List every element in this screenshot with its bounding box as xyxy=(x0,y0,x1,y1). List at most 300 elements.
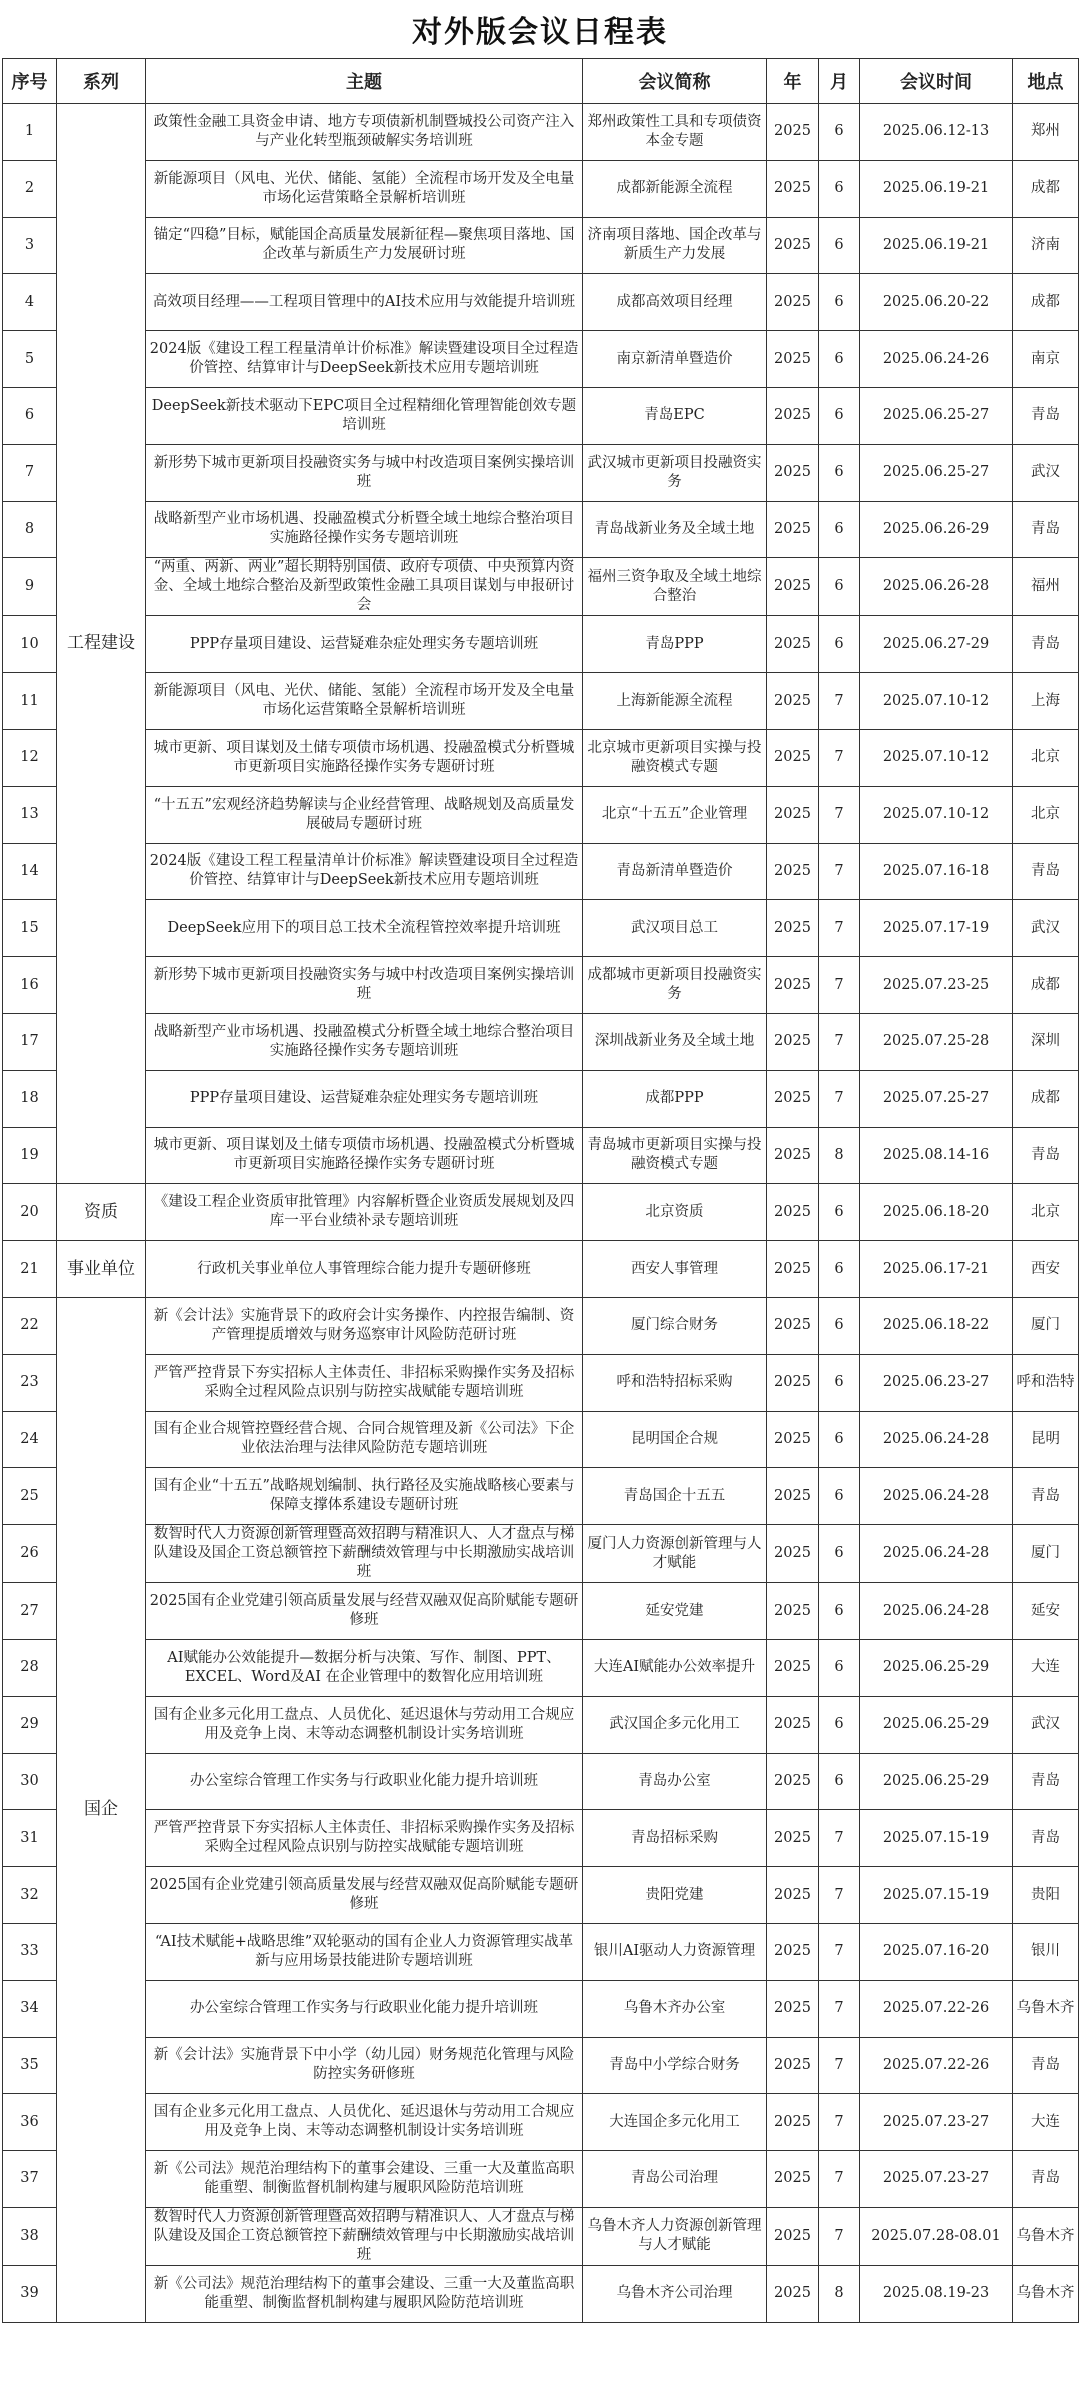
month-cell: 6 xyxy=(819,387,860,444)
row-number: 33 xyxy=(3,1923,57,1980)
month-cell: 6 xyxy=(819,217,860,274)
date-cell: 2025.07.16-18 xyxy=(860,843,1013,900)
year-cell: 2025 xyxy=(767,1753,819,1810)
year-cell: 2025 xyxy=(767,1241,819,1298)
short-name-cell: 昆明国企合规 xyxy=(583,1411,767,1468)
topic-cell: 2025国有企业党建引领高质量发展与经营双融双促高阶赋能专题研修班 xyxy=(146,1583,583,1640)
short-name-cell: 乌鲁木齐人力资源创新管理与人才赋能 xyxy=(583,2207,767,2265)
city-cell: 济南 xyxy=(1013,217,1079,274)
month-cell: 6 xyxy=(819,331,860,388)
month-cell: 7 xyxy=(819,1810,860,1867)
header-city: 地点 xyxy=(1013,59,1079,104)
topic-cell: 数智时代人力资源创新管理暨高效招聘与精准识人、人才盘点与梯队建设及国企工资总额管控下薪酬绩效管理与中长期激励实战培训班 xyxy=(146,1525,583,1583)
month-cell: 6 xyxy=(819,1525,860,1583)
year-cell: 2025 xyxy=(767,1867,819,1924)
month-cell: 7 xyxy=(819,1980,860,2037)
short-name-cell: 成都新能源全流程 xyxy=(583,160,767,217)
series-cell: 工程建设 xyxy=(57,104,146,1184)
table-row xyxy=(3,1867,1079,1924)
table-row xyxy=(3,2094,1079,2151)
short-name-cell: 延安党建 xyxy=(583,1583,767,1640)
table-row xyxy=(3,1810,1079,1867)
table-row xyxy=(3,729,1079,786)
year-cell: 2025 xyxy=(767,274,819,331)
row-number: 23 xyxy=(3,1354,57,1411)
topic-cell: 新《会计法》实施背景下中小学（幼儿园）财务规范化管理与风险防控实务研修班 xyxy=(146,2037,583,2094)
row-number: 3 xyxy=(3,217,57,274)
row-number: 28 xyxy=(3,1639,57,1696)
short-name-cell: 青岛战新业务及全域土地 xyxy=(583,501,767,558)
row-number: 19 xyxy=(3,1127,57,1184)
schedule-body xyxy=(3,104,1079,2323)
topic-cell: DeepSeek新技术驱动下EPC项目全过程精细化管理智能创效专题培训班 xyxy=(146,387,583,444)
month-cell: 6 xyxy=(819,616,860,673)
date-cell: 2025.08.19-23 xyxy=(860,2265,1013,2322)
month-cell: 7 xyxy=(819,786,860,843)
short-name-cell: 大连国企多元化用工 xyxy=(583,2094,767,2151)
city-cell: 成都 xyxy=(1013,1070,1079,1127)
topic-cell: AI赋能办公效能提升—数据分析与决策、写作、制图、PPT、EXCEL、Word及AI 在企业管理中的数智化应用培训班 xyxy=(146,1639,583,1696)
month-cell: 6 xyxy=(819,1411,860,1468)
year-cell: 2025 xyxy=(767,1468,819,1525)
date-cell: 2025.06.25-27 xyxy=(860,444,1013,501)
topic-cell: “十五五”宏观经济趋势解读与企业经营管理、战略规划及高质量发展破局专题研讨班 xyxy=(146,786,583,843)
year-cell: 2025 xyxy=(767,616,819,673)
short-name-cell: 贵阳党建 xyxy=(583,1867,767,1924)
short-name-cell: 上海新能源全流程 xyxy=(583,673,767,730)
city-cell: 成都 xyxy=(1013,957,1079,1014)
topic-cell: 政策性金融工具资金申请、地方专项债新机制暨城投公司资产注入与产业化转型瓶颈破解实务培训班 xyxy=(146,104,583,161)
city-cell: 青岛 xyxy=(1013,387,1079,444)
year-cell: 2025 xyxy=(767,1297,819,1354)
year-cell: 2025 xyxy=(767,1980,819,2037)
date-cell: 2025.07.15-19 xyxy=(860,1867,1013,1924)
table-row xyxy=(3,1184,1079,1241)
table-row xyxy=(3,1468,1079,1525)
month-cell: 6 xyxy=(819,1468,860,1525)
short-name-cell: 乌鲁木齐办公室 xyxy=(583,1980,767,2037)
date-cell: 2025.07.23-25 xyxy=(860,957,1013,1014)
topic-cell: 战略新型产业市场机遇、投融盈模式分析暨全域土地综合整治项目实施路径操作实务专题培训班 xyxy=(146,501,583,558)
series-cell: 资质 xyxy=(57,1184,146,1241)
month-cell: 6 xyxy=(819,558,860,616)
short-name-cell: 北京“十五五”企业管理 xyxy=(583,786,767,843)
month-cell: 6 xyxy=(819,1184,860,1241)
city-cell: 青岛 xyxy=(1013,1468,1079,1525)
date-cell: 2025.07.16-20 xyxy=(860,1923,1013,1980)
row-number: 26 xyxy=(3,1525,57,1583)
row-number: 10 xyxy=(3,616,57,673)
city-cell: 武汉 xyxy=(1013,1696,1079,1753)
row-number: 24 xyxy=(3,1411,57,1468)
year-cell: 2025 xyxy=(767,104,819,161)
topic-cell: 《建设工程企业资质审批管理》内容解析暨企业资质发展规划及四库一平台业绩补录专题培训班 xyxy=(146,1184,583,1241)
month-cell: 7 xyxy=(819,1013,860,1070)
year-cell: 2025 xyxy=(767,1923,819,1980)
date-cell: 2025.07.15-19 xyxy=(860,1810,1013,1867)
header-no: 序号 xyxy=(3,59,57,104)
topic-cell: 2024版《建设工程工程量清单计价标准》解读暨建设项目全过程造价管控、结算审计与DeepSeek新技术应用专题培训班 xyxy=(146,331,583,388)
date-cell: 2025.06.25-29 xyxy=(860,1696,1013,1753)
month-cell: 6 xyxy=(819,274,860,331)
table-row xyxy=(3,2207,1079,2265)
header-short-name: 会议简称 xyxy=(583,59,767,104)
topic-cell: 国有企业合规管控暨经营合规、合同合规管理及新《公司法》下企业依法治理与法律风险防范专题培训班 xyxy=(146,1411,583,1468)
row-number: 30 xyxy=(3,1753,57,1810)
table-row xyxy=(3,1297,1079,1354)
year-cell: 2025 xyxy=(767,1411,819,1468)
year-cell: 2025 xyxy=(767,387,819,444)
date-cell: 2025.08.14-16 xyxy=(860,1127,1013,1184)
city-cell: 北京 xyxy=(1013,786,1079,843)
header-topic: 主题 xyxy=(146,59,583,104)
page-title: 对外版会议日程表 xyxy=(412,15,668,50)
date-cell: 2025.06.26-28 xyxy=(860,558,1013,616)
row-number: 22 xyxy=(3,1297,57,1354)
date-cell: 2025.07.10-12 xyxy=(860,786,1013,843)
topic-cell: 新能源项目（风电、光伏、储能、氢能）全流程市场开发及全电量市场化运营策略全景解析培训班 xyxy=(146,673,583,730)
year-cell: 2025 xyxy=(767,2207,819,2265)
date-cell: 2025.06.27-29 xyxy=(860,616,1013,673)
row-number: 13 xyxy=(3,786,57,843)
year-cell: 2025 xyxy=(767,1583,819,1640)
row-number: 5 xyxy=(3,331,57,388)
city-cell: 西安 xyxy=(1013,1241,1079,1298)
year-cell: 2025 xyxy=(767,1810,819,1867)
row-number: 35 xyxy=(3,2037,57,2094)
month-cell: 7 xyxy=(819,2207,860,2265)
topic-cell: 城市更新、项目谋划及土储专项债市场机遇、投融盈模式分析暨城市更新项目实施路径操作实务专题研讨班 xyxy=(146,729,583,786)
row-number: 31 xyxy=(3,1810,57,1867)
table-row xyxy=(3,900,1079,957)
row-number: 8 xyxy=(3,501,57,558)
month-cell: 7 xyxy=(819,843,860,900)
topic-cell: PPP存量项目建设、运营疑难杂症处理实务专题培训班 xyxy=(146,616,583,673)
row-number: 18 xyxy=(3,1070,57,1127)
city-cell: 昆明 xyxy=(1013,1411,1079,1468)
short-name-cell: 武汉城市更新项目投融资实务 xyxy=(583,444,767,501)
month-cell: 6 xyxy=(819,1753,860,1810)
short-name-cell: 郑州政策性工具和专项债资本金专题 xyxy=(583,104,767,161)
month-cell: 6 xyxy=(819,501,860,558)
month-cell: 7 xyxy=(819,1867,860,1924)
short-name-cell: 深圳战新业务及全域土地 xyxy=(583,1013,767,1070)
date-cell: 2025.06.19-21 xyxy=(860,217,1013,274)
row-number: 29 xyxy=(3,1696,57,1753)
table-row xyxy=(3,616,1079,673)
city-cell: 乌鲁木齐 xyxy=(1013,1980,1079,2037)
table-row xyxy=(3,1354,1079,1411)
city-cell: 青岛 xyxy=(1013,1753,1079,1810)
table-row xyxy=(3,501,1079,558)
row-number: 17 xyxy=(3,1013,57,1070)
month-cell: 6 xyxy=(819,1696,860,1753)
month-cell: 6 xyxy=(819,1354,860,1411)
row-number: 32 xyxy=(3,1867,57,1924)
date-cell: 2025.06.24-28 xyxy=(860,1583,1013,1640)
year-cell: 2025 xyxy=(767,957,819,1014)
month-cell: 8 xyxy=(819,1127,860,1184)
city-cell: 乌鲁木齐 xyxy=(1013,2207,1079,2265)
table-row xyxy=(3,1639,1079,1696)
row-number: 14 xyxy=(3,843,57,900)
row-number: 36 xyxy=(3,2094,57,2151)
city-cell: 北京 xyxy=(1013,1184,1079,1241)
topic-cell: 新形势下城市更新项目投融资实务与城中村改造项目案例实操培训班 xyxy=(146,957,583,1014)
year-cell: 2025 xyxy=(767,2265,819,2322)
year-cell: 2025 xyxy=(767,160,819,217)
city-cell: 青岛 xyxy=(1013,2151,1079,2208)
table-row xyxy=(3,387,1079,444)
schedule-table xyxy=(2,58,1079,2323)
row-number: 2 xyxy=(3,160,57,217)
year-cell: 2025 xyxy=(767,673,819,730)
date-cell: 2025.07.25-27 xyxy=(860,1070,1013,1127)
table-row xyxy=(3,673,1079,730)
series-cell: 国企 xyxy=(57,1297,146,2322)
city-cell: 青岛 xyxy=(1013,843,1079,900)
table-row xyxy=(3,1525,1079,1583)
month-cell: 7 xyxy=(819,2094,860,2151)
topic-cell: 战略新型产业市场机遇、投融盈模式分析暨全域土地综合整治项目实施路径操作实务专题培训班 xyxy=(146,1013,583,1070)
city-cell: 武汉 xyxy=(1013,900,1079,957)
year-cell: 2025 xyxy=(767,729,819,786)
short-name-cell: 青岛国企十五五 xyxy=(583,1468,767,1525)
year-cell: 2025 xyxy=(767,2094,819,2151)
month-cell: 6 xyxy=(819,1583,860,1640)
table-row xyxy=(3,843,1079,900)
month-cell: 6 xyxy=(819,104,860,161)
year-cell: 2025 xyxy=(767,2037,819,2094)
topic-cell: 办公室综合管理工作实务与行政职业化能力提升培训班 xyxy=(146,1980,583,2037)
table-row xyxy=(3,1923,1079,1980)
topic-cell: 办公室综合管理工作实务与行政职业化能力提升培训班 xyxy=(146,1753,583,1810)
date-cell: 2025.07.22-26 xyxy=(860,2037,1013,2094)
city-cell: 青岛 xyxy=(1013,501,1079,558)
year-cell: 2025 xyxy=(767,1184,819,1241)
date-cell: 2025.06.24-26 xyxy=(860,331,1013,388)
date-cell: 2025.06.24-28 xyxy=(860,1411,1013,1468)
row-number: 37 xyxy=(3,2151,57,2208)
month-cell: 7 xyxy=(819,1923,860,1980)
date-cell: 2025.06.12-13 xyxy=(860,104,1013,161)
row-number: 4 xyxy=(3,274,57,331)
date-cell: 2025.07.28-08.01 xyxy=(860,2207,1013,2265)
short-name-cell: 成都城市更新项目投融资实务 xyxy=(583,957,767,1014)
short-name-cell: 厦门人力资源创新管理与人才赋能 xyxy=(583,1525,767,1583)
topic-cell: 2025国有企业党建引领高质量发展与经营双融双促高阶赋能专题研修班 xyxy=(146,1867,583,1924)
short-name-cell: 青岛EPC xyxy=(583,387,767,444)
topic-cell: 行政机关事业单位人事管理综合能力提升专题研修班 xyxy=(146,1241,583,1298)
row-number: 9 xyxy=(3,558,57,616)
city-cell: 大连 xyxy=(1013,2094,1079,2151)
topic-cell: 国有企业“十五五”战略规划编制、执行路径及实施战略核心要素与保障支撑体系建设专题研讨班 xyxy=(146,1468,583,1525)
city-cell: 青岛 xyxy=(1013,2037,1079,2094)
short-name-cell: 成都PPP xyxy=(583,1070,767,1127)
table-row xyxy=(3,331,1079,388)
topic-cell: 严管严控背景下夯实招标人主体责任、非招标采购操作实务及招标采购全过程风险点识别与防控实战赋能专题培训班 xyxy=(146,1354,583,1411)
month-cell: 8 xyxy=(819,2265,860,2322)
city-cell: 银川 xyxy=(1013,1923,1079,1980)
month-cell: 6 xyxy=(819,160,860,217)
year-cell: 2025 xyxy=(767,501,819,558)
short-name-cell: 青岛新清单暨造价 xyxy=(583,843,767,900)
short-name-cell: 北京资质 xyxy=(583,1184,767,1241)
header-row xyxy=(3,59,1079,104)
row-number: 11 xyxy=(3,673,57,730)
year-cell: 2025 xyxy=(767,1013,819,1070)
city-cell: 贵阳 xyxy=(1013,1867,1079,1924)
month-cell: 6 xyxy=(819,1639,860,1696)
city-cell: 成都 xyxy=(1013,274,1079,331)
city-cell: 大连 xyxy=(1013,1639,1079,1696)
month-cell: 7 xyxy=(819,2037,860,2094)
city-cell: 延安 xyxy=(1013,1583,1079,1640)
city-cell: 青岛 xyxy=(1013,1810,1079,1867)
year-cell: 2025 xyxy=(767,1354,819,1411)
date-cell: 2025.06.18-20 xyxy=(860,1184,1013,1241)
header-series: 系列 xyxy=(57,59,146,104)
topic-cell: 国有企业多元化用工盘点、人员优化、延迟退休与劳动用工合规应用及竞争上岗、末等动态调整机制设计实务培训班 xyxy=(146,1696,583,1753)
table-row xyxy=(3,786,1079,843)
date-cell: 2025.06.24-28 xyxy=(860,1468,1013,1525)
topic-cell: 城市更新、项目谋划及土储专项债市场机遇、投融盈模式分析暨城市更新项目实施路径操作实务专题研讨班 xyxy=(146,1127,583,1184)
row-number: 15 xyxy=(3,900,57,957)
date-cell: 2025.06.18-22 xyxy=(860,1297,1013,1354)
table-row xyxy=(3,558,1079,616)
city-cell: 乌鲁木齐 xyxy=(1013,2265,1079,2322)
year-cell: 2025 xyxy=(767,1696,819,1753)
short-name-cell: 武汉国企多元化用工 xyxy=(583,1696,767,1753)
short-name-cell: 青岛PPP xyxy=(583,616,767,673)
topic-cell: 2024版《建设工程工程量清单计价标准》解读暨建设项目全过程造价管控、结算审计与DeepSeek新技术应用专题培训班 xyxy=(146,843,583,900)
table-row xyxy=(3,1241,1079,1298)
row-number: 16 xyxy=(3,957,57,1014)
city-cell: 上海 xyxy=(1013,673,1079,730)
row-number: 7 xyxy=(3,444,57,501)
topic-cell: 锚定“四稳”目标，赋能国企高质量发展新征程—聚焦项目落地、国企改革与新质生产力发展研讨班 xyxy=(146,217,583,274)
short-name-cell: 西安人事管理 xyxy=(583,1241,767,1298)
date-cell: 2025.07.10-12 xyxy=(860,673,1013,730)
short-name-cell: 青岛招标采购 xyxy=(583,1810,767,1867)
table-row xyxy=(3,1127,1079,1184)
city-cell: 呼和浩特 xyxy=(1013,1354,1079,1411)
short-name-cell: 厦门综合财务 xyxy=(583,1297,767,1354)
year-cell: 2025 xyxy=(767,786,819,843)
header-year: 年 xyxy=(767,59,819,104)
city-cell: 厦门 xyxy=(1013,1297,1079,1354)
date-cell: 2025.06.25-29 xyxy=(860,1753,1013,1810)
table-row xyxy=(3,957,1079,1014)
year-cell: 2025 xyxy=(767,444,819,501)
date-cell: 2025.06.25-27 xyxy=(860,387,1013,444)
table-row xyxy=(3,1753,1079,1810)
month-cell: 6 xyxy=(819,1241,860,1298)
short-name-cell: 青岛公司治理 xyxy=(583,2151,767,2208)
date-cell: 2025.07.17-19 xyxy=(860,900,1013,957)
date-cell: 2025.07.23-27 xyxy=(860,2094,1013,2151)
topic-cell: “AI技术赋能+战略思维”双轮驱动的国有企业人力资源管理实战革新与应用场景技能进阶专题培训班 xyxy=(146,1923,583,1980)
short-name-cell: 银川AI驱动人力资源管理 xyxy=(583,1923,767,1980)
city-cell: 青岛 xyxy=(1013,616,1079,673)
city-cell: 青岛 xyxy=(1013,1127,1079,1184)
date-cell: 2025.06.24-28 xyxy=(860,1525,1013,1583)
topic-cell: 数智时代人力资源创新管理暨高效招聘与精准识人、人才盘点与梯队建设及国企工资总额管控下薪酬绩效管理与中长期激励实战培训班 xyxy=(146,2207,583,2265)
date-cell: 2025.06.25-29 xyxy=(860,1639,1013,1696)
short-name-cell: 北京城市更新项目实操与投融资模式专题 xyxy=(583,729,767,786)
table-row xyxy=(3,1583,1079,1640)
table-row xyxy=(3,160,1079,217)
year-cell: 2025 xyxy=(767,843,819,900)
short-name-cell: 南京新清单暨造价 xyxy=(583,331,767,388)
header-date: 会议时间 xyxy=(860,59,1013,104)
short-name-cell: 成都高效项目经理 xyxy=(583,274,767,331)
topic-cell: DeepSeek应用下的项目总工技术全流程管控效率提升培训班 xyxy=(146,900,583,957)
row-number: 34 xyxy=(3,1980,57,2037)
table-row xyxy=(3,2037,1079,2094)
topic-cell: 新形势下城市更新项目投融资实务与城中村改造项目案例实操培训班 xyxy=(146,444,583,501)
month-cell: 7 xyxy=(819,729,860,786)
city-cell: 北京 xyxy=(1013,729,1079,786)
month-cell: 7 xyxy=(819,900,860,957)
topic-cell: 新能源项目（风电、光伏、储能、氢能）全流程市场开发及全电量市场化运营策略全景解析培训班 xyxy=(146,160,583,217)
short-name-cell: 青岛中小学综合财务 xyxy=(583,2037,767,2094)
date-cell: 2025.06.17-21 xyxy=(860,1241,1013,1298)
row-number: 12 xyxy=(3,729,57,786)
year-cell: 2025 xyxy=(767,558,819,616)
table-row xyxy=(3,217,1079,274)
series-cell: 事业单位 xyxy=(57,1241,146,1298)
table-row xyxy=(3,274,1079,331)
year-cell: 2025 xyxy=(767,2151,819,2208)
short-name-cell: 大连AI赋能办公效率提升 xyxy=(583,1639,767,1696)
year-cell: 2025 xyxy=(767,1639,819,1696)
month-cell: 7 xyxy=(819,673,860,730)
date-cell: 2025.07.10-12 xyxy=(860,729,1013,786)
date-cell: 2025.06.23-27 xyxy=(860,1354,1013,1411)
month-cell: 7 xyxy=(819,957,860,1014)
short-name-cell: 济南项目落地、国企改革与新质生产力发展 xyxy=(583,217,767,274)
table-row xyxy=(3,2265,1079,2322)
topic-cell: 严管严控背景下夯实招标人主体责任、非招标采购操作实务及招标采购全过程风险点识别与防控实战赋能专题培训班 xyxy=(146,1810,583,1867)
topic-cell: 新《公司法》规范治理结构下的董事会建设、三重一大及董监高职能重塑、制衡监督机制构建与履职风险防范培训班 xyxy=(146,2265,583,2322)
table-row xyxy=(3,1070,1079,1127)
table-row xyxy=(3,1696,1079,1753)
date-cell: 2025.07.22-26 xyxy=(860,1980,1013,2037)
topic-cell: 高效项目经理——工程项目管理中的AI技术应用与效能提升培训班 xyxy=(146,274,583,331)
date-cell: 2025.07.23-27 xyxy=(860,2151,1013,2208)
table-row xyxy=(3,2151,1079,2208)
month-cell: 6 xyxy=(819,444,860,501)
month-cell: 6 xyxy=(819,1297,860,1354)
year-cell: 2025 xyxy=(767,331,819,388)
short-name-cell: 青岛办公室 xyxy=(583,1753,767,1810)
short-name-cell: 乌鲁木齐公司治理 xyxy=(583,2265,767,2322)
row-number: 25 xyxy=(3,1468,57,1525)
short-name-cell: 青岛城市更新项目实操与投融资模式专题 xyxy=(583,1127,767,1184)
short-name-cell: 武汉项目总工 xyxy=(583,900,767,957)
topic-cell: 国有企业多元化用工盘点、人员优化、延迟退休与劳动用工合规应用及竞争上岗、末等动态调整机制设计实务培训班 xyxy=(146,2094,583,2151)
row-number: 21 xyxy=(3,1241,57,1298)
date-cell: 2025.06.20-22 xyxy=(860,274,1013,331)
row-number: 1 xyxy=(3,104,57,161)
date-cell: 2025.06.19-21 xyxy=(860,160,1013,217)
table-row xyxy=(3,444,1079,501)
table-row xyxy=(3,104,1079,161)
row-number: 39 xyxy=(3,2265,57,2322)
date-cell: 2025.07.25-28 xyxy=(860,1013,1013,1070)
city-cell: 深圳 xyxy=(1013,1013,1079,1070)
